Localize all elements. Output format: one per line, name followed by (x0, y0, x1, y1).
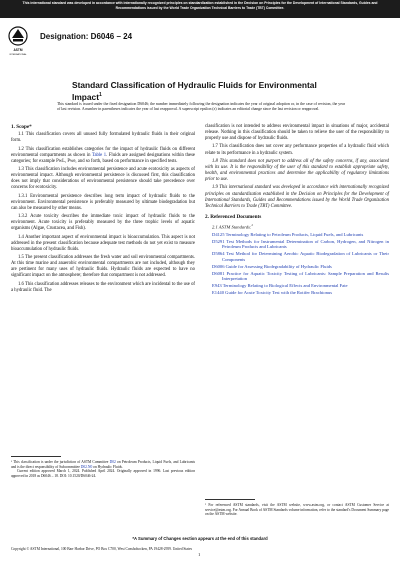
title-text: Standard Classification of Hydraulic Fluids for Environmental Impact (72, 80, 317, 102)
summary-of-changes-note: *A Summary of Changes section appears at the end of this standard (132, 536, 268, 541)
designation: Designation: D6046 – 24 (40, 32, 133, 41)
reference-item: D6081 Practice for Aquatic Toxicity Testing of Lubricants: Sample Preparation and Results Interpretation (212, 270, 389, 282)
svg-text:ASTM: ASTM (13, 48, 23, 52)
paragraph-1-3-2: 1.3.2 Acute toxicity describes the immediate toxic impact of hydraulic fluids to the environment. Acute toxicity is preferably measured by the three trophic levels of aquatic organisms (Algae, Crustacea, and Fish). (11, 214, 195, 232)
paragraph-1-2: 1.2 This classification establishes categories for the impact of hydraulic fluids on different environmental compartments as shown in Table 1. Fluids are assigned designations within these categories; for example PwL, Pwe, and so forth, based on performance in specified tests. (11, 146, 195, 164)
footnote-divider (205, 499, 255, 500)
left-column (11, 124, 195, 296)
astm-standards-subheading: 2.1 ASTM Standards:$^2$ (212, 223, 253, 230)
reference-item: D5291 Test Methods for Instrumental Determination of Carbon, Hydrogen, and Nitrogen in Petroleum Products and Lubricants (212, 238, 389, 250)
reference-code-link[interactable]: E1440 (212, 289, 224, 295)
subcommittee-d02n0-link[interactable]: D02.N0 (80, 464, 93, 469)
astm-logo-icon (8, 26, 28, 58)
section-scope-heading: 1. Scope* (11, 124, 32, 130)
header-banner: This international standard was developed in accordance with internationally recognized principles on standardization established in the Decision on Principles for the Development of International Standards, Guides and Recommendations issued by the World Trade Organization Technical Barriers to Trade (TBT) Committee. (0, 0, 400, 18)
paragraph-1-3-1: 1.3.1 Environmental persistence describes long term impact of hydraulic fluids to the environment. Environmental persistence is preferably measured by ultimate biodegradation but can also be measured by other means. (11, 193, 195, 211)
reference-item: D4125 Terminology Relating to Petroleum Products, Liquid Fuels, and Lubricants (212, 231, 364, 237)
paragraph-1-4: 1.4 Another important aspect of environmental impact is bioaccumulation. This aspect is not addressed in the present classification because adequate test methods do not yet exist to measure bioaccumulation of hydraulic fluids. (11, 234, 195, 252)
reference-list (205, 232, 389, 296)
right-column (205, 124, 389, 297)
standard-issue-note: This standard is issued under the fixed designation D6046; the number immediately following the designation indicates the year of original adoption or, in the case of revision, the year of last revision. A number in parentheses indicates the year of last reapproval. A superscript epsilon (ε) indicates an editorial change since the last revision or reapproval. (57, 102, 345, 112)
reference-code-link[interactable]: D6081 (212, 270, 225, 276)
reference-item: D5864 Test Method for Determining Aerobic Aquatic Biodegradation of Lubricants or Their Components (212, 251, 389, 263)
reference-item: E943 Terminology Relating to Biological Effects and Environmental Fate (212, 283, 348, 289)
paragraph-1-7: 1.7 This classification does not cover any performance properties of a hydraulic fluid which relate to its performance in a hydraulic system. (205, 144, 389, 156)
document-title (72, 80, 332, 102)
paragraph-1-6-continued: classification is not intended to address environmental impact in situations of major, accidental release. Nothing in this classification should be taken to relieve the user of the responsibility to properly use and dispose of hydraulic fluids. (205, 124, 389, 142)
reference-code-link[interactable]: D5864 (212, 251, 225, 257)
svg-text:INTERNATIONAL: INTERNATIONAL (9, 54, 27, 56)
reference-code-link[interactable]: D4125 (212, 231, 225, 237)
table-1-link[interactable]: Table 1 (91, 152, 107, 158)
committee-d02-link[interactable]: D02 (109, 460, 116, 464)
reference-item: D6006 Guide for Assessing Biodegradability of Hydraulic Fluids (212, 263, 332, 269)
reference-code-link[interactable]: E943 (212, 283, 222, 289)
paragraph-1-3: 1.3 This classification includes environmental persistence and acute ecotoxicity as aspects of environmental impact. Although environmental persistence is discussed first, this classification does not imply that considerations of environmental persistence should take precedence over concerns for ecotoxicity. (11, 167, 195, 191)
paragraph-1-8: 1.8 This standard does not purport to address all of the safety concerns, if any, associated with its use. It is the responsibility of the user of this standard to establish appropriate safety, health, and environmental practices and determine the applicability of regulatory limitations prior to use. (205, 158, 389, 183)
reference-code-link[interactable]: D6006 (212, 263, 225, 269)
footnote-2: ² For referenced ASTM standards, visit the ASTM website, www.astm.org, or contact ASTM Customer Service at service@astm.org. For Annual Book of ASTM Standards volume information, refer to the standard's Document Summary page on the ASTM website. (205, 503, 389, 517)
title-footnote-mark[interactable]: 1 (99, 92, 102, 98)
footnote-divider (11, 456, 61, 457)
paragraph-1-5: 1.5 The present classification addresses the fresh water and soil environmental compartments. At this time marine and anaerobic environmental compartments are not included, although they are pertinent for many uses of hydraulic fluids. Hydraulic fluids are expected to have no significant impact on the atmosphere; therefore that compartment is not addressed. (11, 255, 195, 279)
copyright-line: Copyright © ASTM International, 100 Barr Harbor Drive, PO Box C700, West Conshohocken, PA 19428-2959. United States (11, 547, 193, 551)
reference-code-link[interactable]: D5291 (212, 238, 225, 244)
footnote-1: ¹ This classification is under the jurisdiction of ASTM Committee D02 on Petroleum Products, Liquid Fuels, and Lubricants and is the direct responsibility of Subcommittee D02.N0 on Hydraulic Fluids. Current edition approved March 1, 2024. Published April 2024. Originally approved in 1996. Last previous edition approved in 2018 as D6046 – 18. DOI: 10.1520/D6046-24. (11, 460, 195, 479)
paragraph-1-1: 1.1 This classification covers all unused fully formulated hydraulic fluids in their original form. (11, 132, 195, 144)
section-referenced-documents-heading: 2. Referenced Documents (205, 213, 262, 220)
paragraph-1-6: 1.6 This classification addresses releases to the environment which are incidental to the use of a hydraulic fluid. The (11, 281, 195, 293)
paragraph-1-9: 1.9 This international standard was developed in accordance with internationally recognized principles on standardization established in the Decision on Principles for the Development of International Standards, Guides and Recommendations issued by the World Trade Organization Technical Barriers to Trade (TBT) Committee. (205, 185, 389, 209)
reference-item: E1440 Guide for Acute Toxicity Test with the Rotifer Brachionus (212, 289, 333, 295)
page-number: 1 (198, 552, 201, 557)
